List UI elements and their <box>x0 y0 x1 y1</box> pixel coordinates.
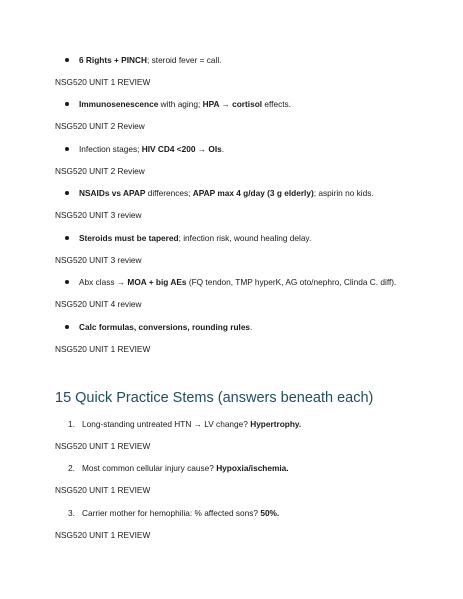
bullet-text: . <box>221 144 225 154</box>
bullet-text: ; aspirin no kids. <box>313 188 374 198</box>
bullet-bold: Calc formulas, conversions, rounding rules <box>79 322 251 332</box>
bullet-bold: Steroids must be tapered <box>79 233 179 243</box>
bullet-dot <box>65 280 69 284</box>
stem-question: Most common cellular injury cause? <box>82 463 217 473</box>
bullet-text: Infection stages; <box>79 144 142 154</box>
unit-label: NSG520 UNIT 2 Review <box>55 121 145 131</box>
bullet-dot <box>65 325 69 329</box>
bullet-item <box>65 144 224 155</box>
practice-stem <box>68 463 289 474</box>
bullet-item <box>65 322 252 333</box>
bullet-bold: APAP max 4 g/day (3 g elderly) <box>192 188 314 198</box>
bullet-item <box>65 55 221 66</box>
bullet-text: ; infection risk, wound healing delay. <box>178 233 312 243</box>
unit-label: NSG520 UNIT 3 review <box>55 255 142 265</box>
stem-answer: 50%. <box>260 508 280 518</box>
bullet-bold: HIV CD4 <200 → OIs <box>141 144 222 154</box>
bullet-text: differences; <box>145 188 193 198</box>
stem-number: 2. <box>68 463 75 473</box>
stem-number: 3. <box>68 508 75 518</box>
bullet-text: . <box>250 322 253 332</box>
unit-label: NSG520 UNIT 2 Review <box>55 166 145 176</box>
unit-label: NSG520 UNIT 1 REVIEW <box>55 530 151 540</box>
bullet-bold: 6 Rights + PINCH <box>79 55 147 65</box>
stem-question: Long-standing untreated HTN → LV change? <box>82 419 251 429</box>
bullet-item <box>65 99 291 110</box>
unit-label: NSG520 UNIT 3 review <box>55 210 142 220</box>
unit-label: NSG520 UNIT 1 REVIEW <box>55 344 151 354</box>
unit-label: NSG520 UNIT 1 REVIEW <box>55 485 151 495</box>
unit-label: NSG520 UNIT 1 REVIEW <box>55 77 151 87</box>
bullet-bold: MOA + big AEs <box>127 277 187 287</box>
bullet-text: Abx class → <box>79 277 128 287</box>
stem-answer: Hypoxia/ischemia. <box>216 463 289 473</box>
bullet-text: (FQ tendon, TMP hyperK, AG oto/nephro, Clinda C. diff). <box>186 277 397 287</box>
bullet-dot <box>65 191 69 195</box>
bullet-item <box>65 188 374 199</box>
bullet-dot <box>65 102 69 106</box>
bullet-bold: NSAIDs vs APAP <box>79 188 146 198</box>
bullet-dot <box>65 236 69 240</box>
bullet-bold: Immunosenescence <box>79 99 159 109</box>
bullet-text: ; steroid fever = call. <box>147 55 222 65</box>
section-heading: 15 Quick Practice Stems (answers beneath each) <box>55 390 374 406</box>
bullet-item <box>65 277 396 288</box>
bullet-text: with aging; <box>158 99 203 109</box>
stem-number: 1. <box>68 419 75 429</box>
stem-answer: Hypertrophy. <box>250 419 302 429</box>
bullet-text: effects. <box>262 99 291 109</box>
bullet-dot <box>65 58 69 62</box>
bullet-item <box>65 233 311 244</box>
practice-stem <box>68 508 279 519</box>
unit-label: NSG520 UNIT 1 REVIEW <box>55 441 151 451</box>
bullet-dot <box>65 147 69 151</box>
bullet-bold: HPA → cortisol <box>202 99 263 109</box>
practice-stem <box>68 419 301 430</box>
stem-question: Carrier mother for hemophilia: % affected sons? <box>82 508 261 518</box>
unit-label: NSG520 UNIT 4 review <box>55 299 142 309</box>
